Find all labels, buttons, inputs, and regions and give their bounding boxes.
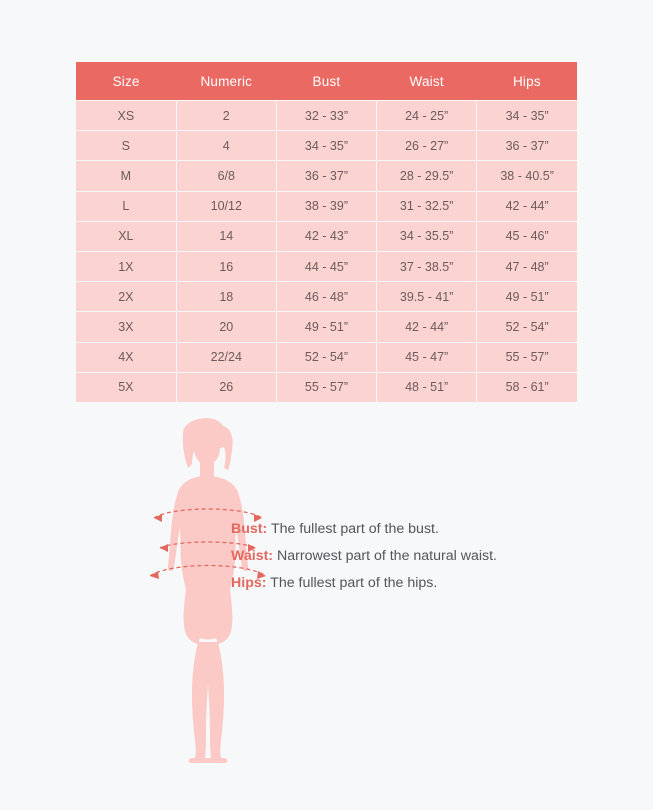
cell-bust: 49 - 51” — [276, 312, 376, 342]
cell-size: 3X — [76, 312, 176, 342]
cell-size: 1X — [76, 251, 176, 281]
cell-hips: 36 - 37” — [477, 131, 577, 161]
table-row — [76, 282, 577, 312]
cell-hips: 38 - 40.5” — [477, 161, 577, 191]
table-row — [76, 372, 577, 402]
cell-bust: 46 - 48” — [276, 282, 376, 312]
cell-bust: 42 - 43” — [276, 221, 376, 251]
table-row — [76, 131, 577, 161]
size-table-container — [76, 62, 577, 402]
table-row — [76, 101, 577, 131]
cell-waist: 39.5 - 41” — [377, 282, 477, 312]
cell-bust: 38 - 39” — [276, 191, 376, 221]
cell-numeric: 26 — [176, 372, 276, 402]
table-header-row — [76, 62, 577, 101]
cell-bust: 55 - 57” — [276, 372, 376, 402]
table-row — [76, 342, 577, 372]
column-header-hips: Hips — [477, 62, 577, 101]
cell-numeric: 4 — [176, 131, 276, 161]
legend-text-waist: Narrowest part of the natural waist. — [273, 548, 497, 564]
cell-bust: 44 - 45” — [276, 251, 376, 281]
cell-bust: 36 - 37” — [276, 161, 376, 191]
cell-hips: 55 - 57” — [477, 342, 577, 372]
legend-text-hips: The fullest part of the hips. — [266, 575, 438, 591]
column-header-size: Size — [76, 62, 176, 101]
cell-waist: 26 - 27” — [377, 131, 477, 161]
table-row — [76, 191, 577, 221]
legend-term-hips: Hips: — [231, 575, 267, 591]
cell-hips: 45 - 46” — [477, 221, 577, 251]
cell-size: XS — [76, 101, 176, 131]
size-table — [76, 62, 577, 402]
cell-bust: 32 - 33” — [276, 101, 376, 131]
cell-waist: 48 - 51” — [377, 372, 477, 402]
cell-hips: 49 - 51” — [477, 282, 577, 312]
cell-numeric: 6/8 — [176, 161, 276, 191]
cell-hips: 58 - 61” — [477, 372, 577, 402]
cell-size: L — [76, 191, 176, 221]
table-row — [76, 221, 577, 251]
cell-waist: 45 - 47” — [377, 342, 477, 372]
cell-hips: 47 - 48” — [477, 251, 577, 281]
legend-term-waist: Waist: — [231, 548, 274, 564]
legend-item-hips — [231, 570, 591, 597]
legend-item-bust — [231, 516, 591, 543]
cell-size: 4X — [76, 342, 176, 372]
size-table-body — [76, 101, 577, 402]
cell-size: 2X — [76, 282, 176, 312]
cell-numeric: 10/12 — [176, 191, 276, 221]
column-header-bust: Bust — [276, 62, 376, 101]
cell-waist: 34 - 35.5” — [377, 221, 477, 251]
legend-text-bust: The fullest part of the bust. — [267, 521, 439, 537]
cell-size: S — [76, 131, 176, 161]
cell-size: M — [76, 161, 176, 191]
table-row — [76, 161, 577, 191]
cell-waist: 37 - 38.5” — [377, 251, 477, 281]
cell-numeric: 16 — [176, 251, 276, 281]
measurement-guide — [0, 410, 653, 780]
cell-numeric: 18 — [176, 282, 276, 312]
cell-waist: 24 - 25” — [377, 101, 477, 131]
column-header-waist: Waist — [377, 62, 477, 101]
measurement-legend — [231, 516, 591, 597]
table-row — [76, 251, 577, 281]
cell-size: 5X — [76, 372, 176, 402]
cell-numeric: 2 — [176, 101, 276, 131]
column-header-numeric: Numeric — [176, 62, 276, 101]
size-table-head — [76, 62, 577, 101]
cell-bust: 34 - 35” — [276, 131, 376, 161]
cell-bust: 52 - 54” — [276, 342, 376, 372]
cell-hips: 42 - 44” — [477, 191, 577, 221]
cell-hips: 34 - 35” — [477, 101, 577, 131]
legend-item-waist — [231, 543, 591, 570]
cell-numeric: 20 — [176, 312, 276, 342]
cell-waist: 31 - 32.5” — [377, 191, 477, 221]
cell-waist: 28 - 29.5” — [377, 161, 477, 191]
legend-term-bust: Bust: — [231, 521, 268, 537]
cell-numeric: 14 — [176, 221, 276, 251]
cell-hips: 52 - 54” — [477, 312, 577, 342]
cell-waist: 42 - 44” — [377, 312, 477, 342]
cell-numeric: 22/24 — [176, 342, 276, 372]
cell-size: XL — [76, 221, 176, 251]
table-row — [76, 312, 577, 342]
